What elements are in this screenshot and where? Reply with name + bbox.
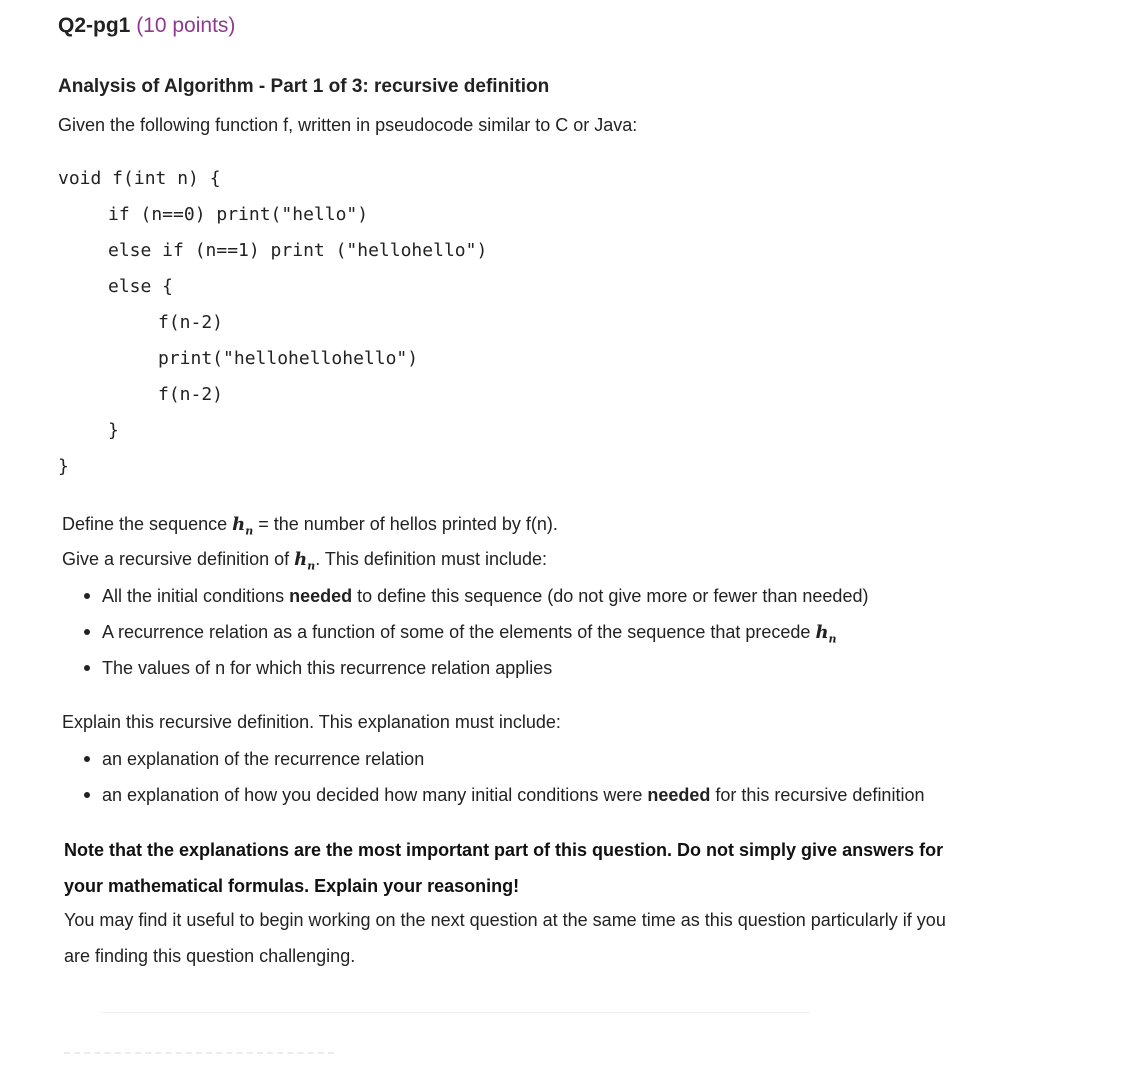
- list-item: [80, 620, 868, 656]
- h-n-symbol: [815, 622, 837, 646]
- divider: [100, 1012, 810, 1013]
- define-post: = the number of hellos printed by f(n).: [253, 514, 558, 534]
- define-pre: Define the sequence: [62, 514, 233, 534]
- list-item: [80, 656, 868, 692]
- list-item: [80, 783, 924, 819]
- explain-heading: Explain this recursive definition. This explanation must include:: [62, 712, 561, 732]
- item-bold: needed: [289, 586, 353, 606]
- item-text: All the initial conditions: [102, 586, 290, 606]
- h-var: h: [815, 622, 829, 643]
- code-line-5: f(n-2): [158, 312, 224, 333]
- item-text: for this recursive definition: [710, 785, 925, 805]
- section-title: Analysis of Algorithm - Part 1 of 3: recursive definition: [58, 76, 550, 97]
- h-n-symbol: [294, 549, 316, 573]
- divider: [64, 1052, 334, 1054]
- code-line-7: f(n-2): [158, 384, 224, 405]
- list-item: [80, 747, 924, 783]
- list-item: [80, 584, 868, 620]
- define-sequence-text: [62, 514, 558, 538]
- points-label: (10 points): [136, 14, 236, 37]
- code-line-3: else if (n==1) print ("hellohello"): [108, 240, 488, 261]
- note-line-1: Note that the explanations are the most important part of this question. Do not simply give answers for: [64, 840, 944, 860]
- code-line-8: }: [108, 420, 119, 441]
- note-line-2: your mathematical formulas. Explain your reasoning!: [64, 876, 520, 896]
- h-var: h: [232, 514, 246, 535]
- recursive-definition-text: [62, 549, 547, 573]
- code-line-2: if (n==0) print("hello"): [108, 204, 369, 225]
- n-sub: n: [828, 632, 837, 646]
- recursive-post: . This definition must include:: [315, 549, 548, 569]
- h-n-symbol: [232, 514, 254, 538]
- requirements-list: [80, 584, 868, 692]
- h-var: h: [294, 549, 308, 570]
- n-sub: n: [245, 524, 254, 538]
- item-text: an explanation of the recurrence relation: [102, 749, 425, 769]
- code-line-4: else {: [108, 276, 174, 297]
- tip-line-2: are finding this question challenging.: [64, 946, 356, 966]
- code-line-1: void f(int n) {: [58, 168, 221, 189]
- intro-text: Given the following function f, written in pseudocode similar to C or Java:: [58, 115, 638, 135]
- tip-line-1: You may find it useful to begin working on the next question at the same time as this question particularly if you: [64, 910, 946, 930]
- n-sub: n: [307, 559, 316, 573]
- recursive-pre: Give a recursive definition of: [62, 549, 295, 569]
- explain-list: [80, 747, 924, 819]
- item-bold: needed: [647, 785, 711, 805]
- code-line-6: print("hellohellohello"): [158, 348, 419, 369]
- item-text: to define this sequence (do not give more or fewer than needed): [352, 586, 869, 606]
- code-line-9: }: [58, 456, 69, 477]
- question-title: [58, 14, 235, 38]
- item-text: A recurrence relation as a function of some of the elements of the sequence that precede: [102, 622, 816, 642]
- item-text: an explanation of how you decided how many initial conditions were: [102, 785, 648, 805]
- item-text: The values of n for which this recurrence relation applies: [102, 658, 553, 678]
- question-id: Q2-pg1: [58, 14, 131, 37]
